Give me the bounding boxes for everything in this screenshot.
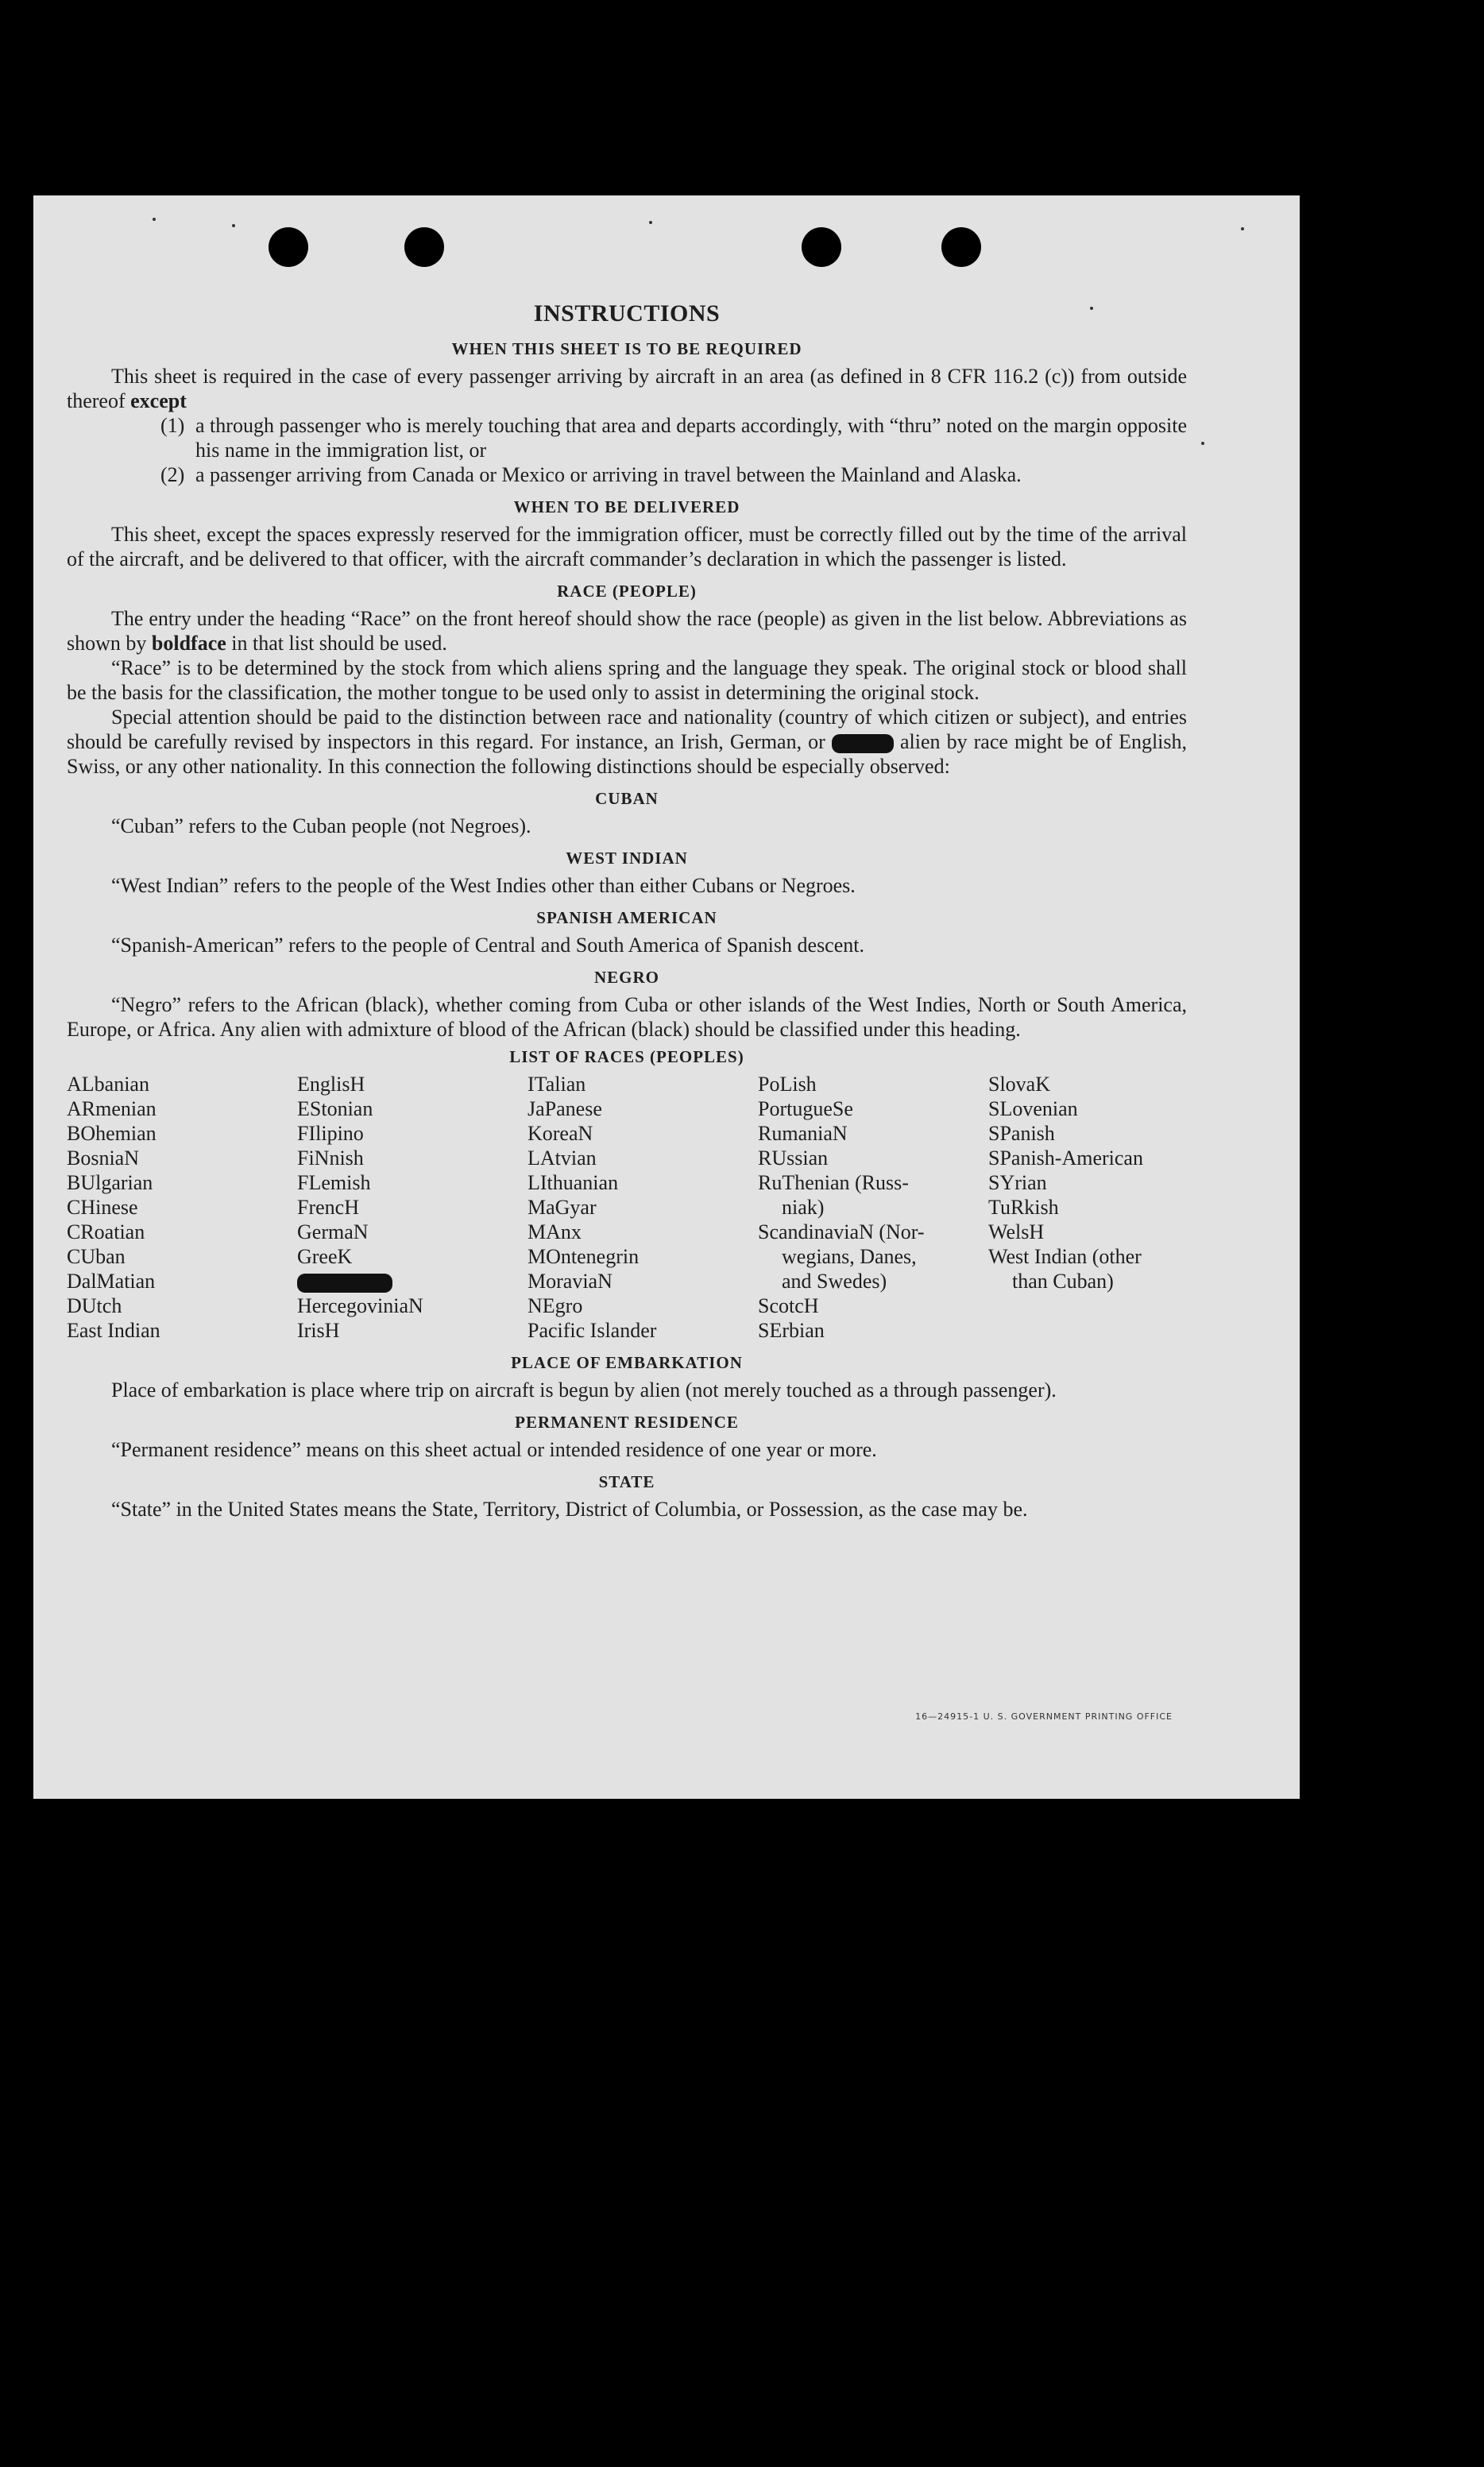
race-entry: BosniaN [67, 1146, 139, 1170]
races-column [297, 1072, 528, 1343]
speck [1201, 442, 1204, 445]
section-heading: WHEN THIS SHEET IS TO BE REQUIRED [451, 339, 802, 358]
list-item: (2) a passenger arriving from Canada or Mexico or arriving in travel between the Mainland and Alaska. [160, 463, 1022, 486]
speck [153, 218, 156, 221]
race-entry: KoreaN [528, 1122, 593, 1145]
race-entry: EStonian [297, 1097, 373, 1120]
section-heading: LIST OF RACES (PEOPLES) [509, 1047, 744, 1066]
paragraph: “Negro” refers to the African (black), whether coming from Cuba or other islands of the West Indies, North or South America, Europe, or Africa. Any alien with admixture of blood of the African (black) should be classified under this heading. [67, 993, 1187, 1041]
race-entry: MoraviaN [528, 1270, 613, 1293]
race-entry: HercegoviniaN [297, 1294, 423, 1317]
race-entry: ITalian [528, 1073, 586, 1096]
race-entry: PortugueSe [758, 1097, 853, 1120]
paragraph: “Race” is to be determined by the stock from which aliens spring and the language they speak. The original stock or blood shall be the basis for the classification, the mother tongue to be used only to assist in determining the original stock. [67, 656, 1187, 704]
races-column [988, 1072, 1203, 1343]
race-entry: ALbanian [67, 1073, 149, 1096]
paragraph: The entry under the heading “Race” on the front hereof should show the race (people) as given in the list below. Abbreviations as shown by boldface in that list should be used. [67, 607, 1187, 655]
race-entry: CRoatian [67, 1220, 145, 1243]
punch-hole [269, 227, 308, 267]
races-column [67, 1072, 297, 1343]
race-entry: BUlgarian [67, 1171, 153, 1194]
race-entry: SErbian [758, 1319, 825, 1342]
section-heading: WHEN TO BE DELIVERED [513, 497, 740, 516]
race-entry: SYrian [988, 1171, 1047, 1194]
race-entry: LIthuanian [528, 1171, 619, 1194]
race-entry: GermaN [297, 1220, 369, 1243]
race-entry: IrisH [297, 1319, 340, 1342]
race-entry: SlovaK [988, 1073, 1050, 1096]
section-heading: NEGRO [593, 968, 659, 987]
redaction-mark [832, 734, 894, 753]
race-entry: than Cuban) [1012, 1270, 1114, 1293]
paragraph: This sheet is required in the case of every passenger arriving by aircraft in an area (as defined in 8 CFR 116.2 (c)) from outside thereof except [67, 365, 1187, 412]
race-entry: MOntenegrin [528, 1245, 640, 1268]
paragraph: This sheet, except the spaces expressly reserved for the immigration officer, must be correctly filled out by the time of the arrival of the aircraft, and be delivered to that officer, with the aircraft commander’s declaration in which the passenger is listed. [67, 523, 1187, 570]
race-entry: Pacific Islander [528, 1319, 657, 1342]
page-title: INSTRUCTIONS [533, 300, 721, 327]
speck [1090, 307, 1093, 310]
race-entry: FrencH [297, 1196, 359, 1219]
section-heading: STATE [598, 1472, 655, 1491]
redaction-mark [297, 1274, 392, 1293]
section-heading: PERMANENT RESIDENCE [515, 1413, 739, 1432]
race-entry: EnglisH [297, 1073, 365, 1096]
punch-hole [802, 227, 841, 267]
race-entry: RuThenian (Russ- [758, 1171, 909, 1194]
paragraph: Place of embarkation is place where trip on aircraft is begun by alien (not merely touched as a through passenger). [111, 1379, 1057, 1402]
document-page [33, 195, 1300, 1799]
race-entry: MAnx [528, 1220, 582, 1243]
race-entry: TuRkish [988, 1196, 1059, 1219]
race-entry: and Swedes) [782, 1270, 887, 1293]
paragraph: “Permanent residence” means on this sheet actual or intended residence of one year or more. [111, 1438, 877, 1461]
race-entry: FiNnish [297, 1146, 364, 1170]
race-entry: CHinese [67, 1196, 138, 1219]
paragraph: “Spanish-American” refers to the people of Central and South America of Spanish descent. [111, 934, 864, 957]
race-entry: GreeK [297, 1245, 353, 1268]
race-entry: DalMatian [67, 1270, 156, 1293]
race-entry: JaPanese [528, 1097, 602, 1120]
races-list [67, 1072, 1187, 1343]
race-entry: DUtch [67, 1294, 122, 1317]
races-column [528, 1072, 758, 1343]
section-heading: WEST INDIAN [566, 849, 688, 868]
races-column [758, 1072, 988, 1343]
race-entry: niak) [782, 1196, 825, 1219]
section-heading: RACE (PEOPLE) [557, 582, 697, 601]
race-entry: NEgro [528, 1294, 583, 1317]
list-item: (1) a through passenger who is merely touching that area and departs accordingly, with “thru” noted on the margin opposite his name in the immigration list, or [160, 414, 1187, 462]
race-entry: CUban [67, 1245, 126, 1268]
race-entry: SPanish-American [988, 1146, 1143, 1170]
race-entry: SLovenian [988, 1097, 1078, 1120]
race-entry: SPanish [988, 1122, 1055, 1145]
speck [649, 221, 652, 224]
paragraph: “Cuban” refers to the Cuban people (not Negroes). [111, 814, 531, 837]
section-heading: SPANISH AMERICAN [536, 908, 717, 927]
paragraph: “West Indian” refers to the people of the West Indies other than either Cubans or Negroes. [111, 874, 856, 897]
section-heading: CUBAN [595, 789, 659, 808]
race-entry: ARmenian [67, 1097, 157, 1120]
race-entry: LAtvian [528, 1146, 597, 1170]
race-entry: RumaniaN [758, 1122, 848, 1145]
paragraph: “State” in the United States means the State, Territory, District of Columbia, or Possession, as the case may be. [111, 1498, 1028, 1521]
race-entry: WelsH [988, 1220, 1045, 1243]
race-entry: FIlipino [297, 1122, 364, 1145]
speck [1241, 227, 1244, 230]
race-entry: ScandinaviaN (Nor- [758, 1220, 925, 1243]
punch-hole [941, 227, 981, 267]
paragraph: Special attention should be paid to the distinction between race and nationality (country of which citizen or subject), and entries should be carefully revised by inspectors in this regard. For instance, an Irish, German, or alien by race might be of English, Swiss, or any other nationality. In this connection the following distinctions should be especially observed: [67, 706, 1188, 778]
race-entry: RUssian [758, 1146, 829, 1170]
race-entry: East Indian [67, 1319, 160, 1342]
section-heading: PLACE OF EMBARKATION [511, 1353, 743, 1372]
race-entry: West Indian (other [988, 1245, 1142, 1268]
race-entry: BOhemian [67, 1122, 157, 1145]
race-entry: ScotcH [758, 1294, 819, 1317]
punch-hole [404, 227, 444, 267]
race-entry: wegians, Danes, [782, 1245, 917, 1268]
race-entry [297, 1269, 528, 1293]
printer-imprint: 16—24915-1 U. S. GOVERNMENT PRINTING OFFICE [915, 1711, 1173, 1722]
speck [232, 224, 235, 227]
race-entry: FLemish [297, 1171, 371, 1194]
race-entry: MaGyar [528, 1196, 597, 1219]
race-entry: PoLish [758, 1073, 817, 1096]
